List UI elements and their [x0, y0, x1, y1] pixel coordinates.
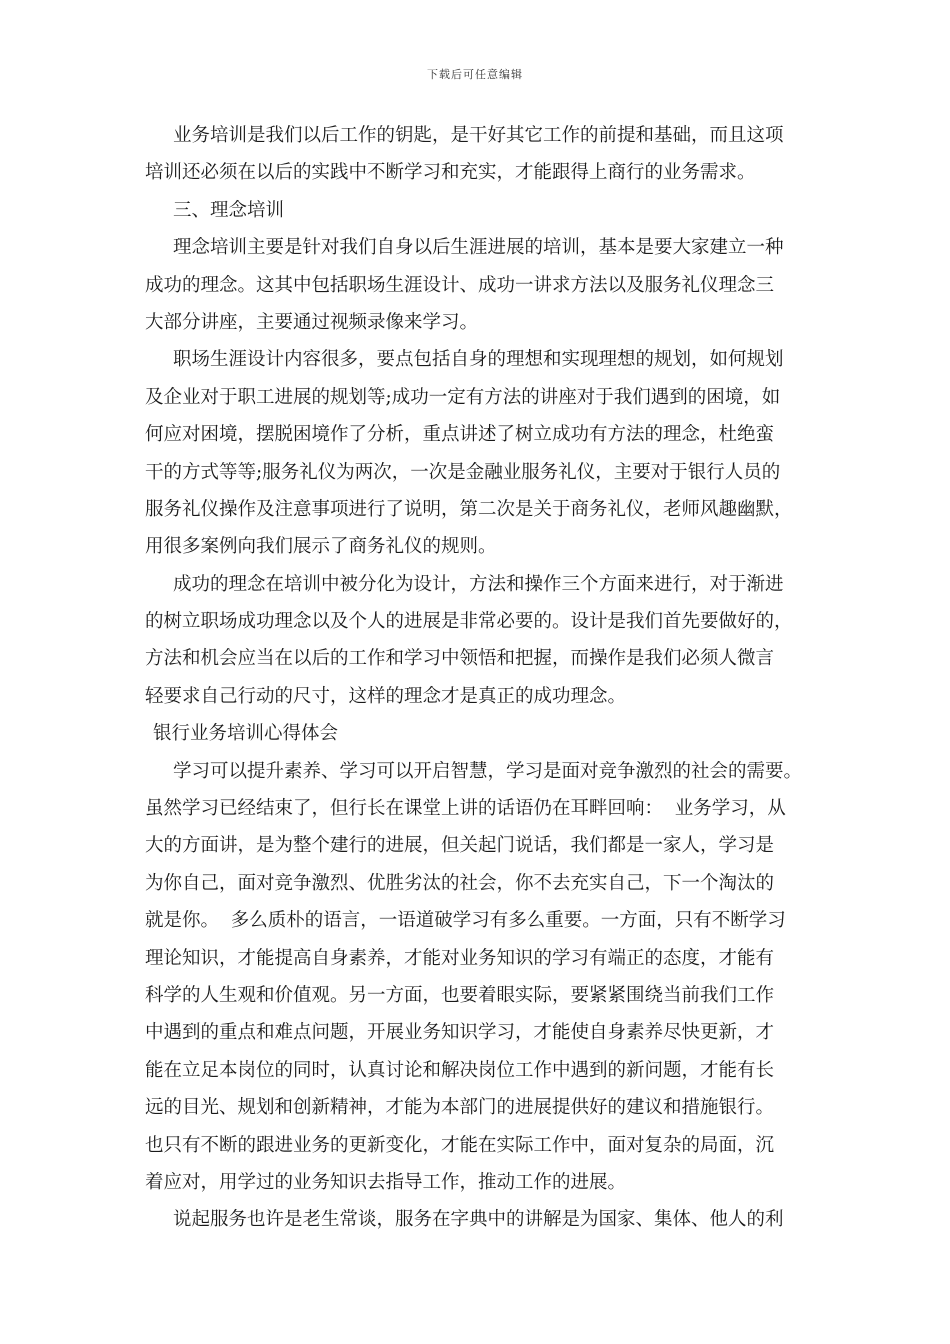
- text-line: 及企业对于职工进展的规划等;成功一定有方法的讲座对于我们遇到的困境，如: [145, 386, 781, 408]
- text-line: 虽然学习已经结束了，但行长在课堂上讲的话语仍在耳畔回响： 业务学习，从: [145, 798, 786, 820]
- text-line: 银行业务培训心得体会: [153, 723, 339, 745]
- text-line: 能在立足本岗位的同时，认真讨论和解决岗位工作中遇到的新问题，才能有长: [145, 1059, 775, 1081]
- text-line: 也只有不断的跟进业务的更新变化，才能在实际工作中，面对复杂的局面，沉: [145, 1134, 775, 1156]
- text-line: 方法和机会应当在以后的工作和学习中领悟和把握，而操作是我们必须人微言: [145, 648, 775, 670]
- text-line: 为你自己，面对竞争激烈、优胜劣汰的社会，你不去充实自己，下一个淘汰的: [145, 872, 775, 894]
- text-line: 学习可以提升素养、学习可以开启智慧，学习是面对竞争激烈的社会的需要。: [173, 760, 803, 782]
- text-line: 理念培训主要是针对我们自身以后生涯进展的培训，基本是要大家建立一种: [173, 237, 784, 259]
- text-line: 职场生涯设计内容很多，要点包括自身的理想和实现理想的规划，如何规划: [173, 349, 784, 371]
- text-line: 业务培训是我们以后工作的钥匙，是干好其它工作的前提和基础，而且这项: [173, 125, 784, 146]
- text-line: 着应对，用学过的业务知识去指导工作，推动工作的进展。: [145, 1171, 627, 1193]
- text-line: 三、理念培训: [173, 199, 285, 221]
- text-line: 轻要求自己行动的尺寸，这样的理念才是真正的成功理念。: [145, 685, 627, 707]
- text-line: 理论知识，才能提高自身素养，才能对业务知识的学习有端正的态度，才能有: [145, 947, 775, 969]
- text-line: 的树立职场成功理念以及个人的进展是非常必要的。设计是我们首先要做好的，: [145, 611, 793, 633]
- text-line: 科学的人生观和价值观。另一方面，也要着眼实际，要紧紧围绕当前我们工作: [145, 984, 775, 1006]
- text-line: 中遇到的重点和难点问题，开展业务知识学习，才能使自身素养尽快更新，才: [145, 1022, 775, 1044]
- text-line: 远的目光、规划和创新精神，才能为本部门的进展提供好的建议和措施银行。: [145, 1097, 775, 1119]
- document-body: [145, 117, 810, 1239]
- text-line: 成功的理念。这其中包括职场生涯设计、成功一讲求方法以及服务礼仪理念三: [145, 274, 775, 296]
- text-line: 就是你。 多么质朴的语言，一语道破学习有多么重要。一方面，只有不断学习: [145, 910, 786, 932]
- page-header: 下载后可任意编辑: [427, 68, 523, 81]
- text-line: 成功的理念在培训中被分化为设计，方法和操作三个方面来进行，对于渐进: [173, 573, 784, 595]
- text-line: 用很多案例向我们展示了商务礼仪的规则。: [145, 536, 497, 558]
- text-line: 大的方面讲，是为整个建行的进展，但关起门说话，我们都是一家人，学习是: [145, 835, 775, 857]
- text-line: 服务礼仪操作及注意事项进行了说明，第二次是关于商务礼仪，老师风趣幽默，: [145, 498, 793, 520]
- text-line: 培训还必须在以后的实践中不断学习和充实，才能跟得上商行的业务需求。: [145, 162, 756, 184]
- text-line: 何应对困境，摆脱困境作了分析，重点讲述了树立成功有方法的理念，杜绝蛮: [145, 424, 775, 446]
- text-line: 大部分讲座，主要通过视频录像来学习。: [145, 311, 479, 333]
- text-line: 说起服务也许是老生常谈，服务在字典中的讲解是为国家、集体、他人的利: [173, 1209, 784, 1231]
- text-line: 干的方式等等;服务礼仪为两次，一次是金融业服务礼仪，主要对于银行人员的: [145, 461, 781, 483]
